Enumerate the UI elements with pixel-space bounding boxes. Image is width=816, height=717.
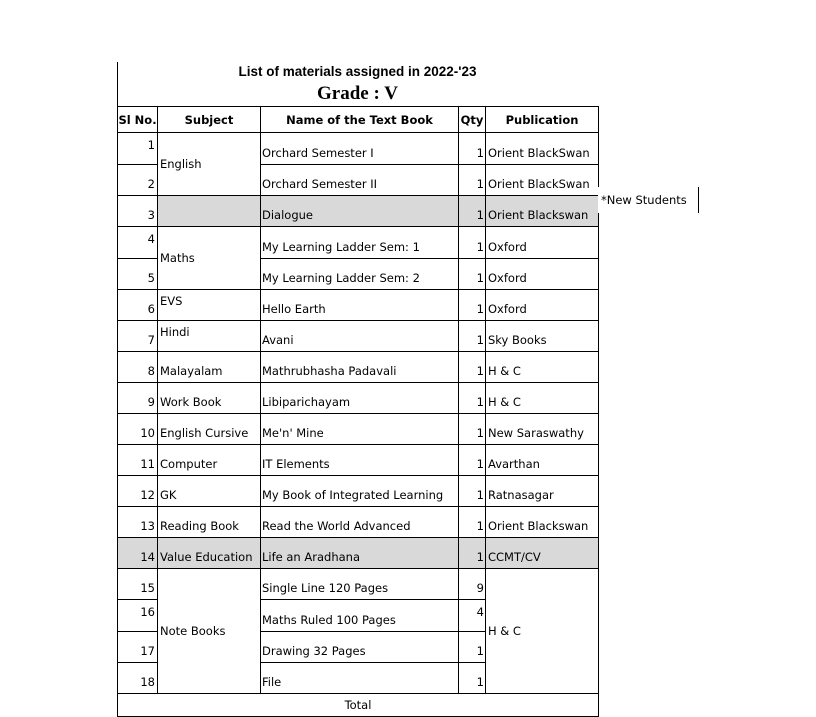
cell-book: Read the World Advanced bbox=[261, 507, 459, 538]
cell-publication: H & C bbox=[486, 352, 599, 383]
cell-publication: Oxford bbox=[486, 259, 599, 290]
cell-book: File bbox=[261, 663, 459, 694]
cell-subject: GK bbox=[158, 476, 261, 507]
cell-book: Avani bbox=[261, 321, 459, 352]
cell-book: IT Elements bbox=[261, 445, 459, 476]
col-header-publication: Publication bbox=[486, 107, 599, 133]
cell-subject-english: English bbox=[158, 133, 261, 196]
cell-qty: 1 bbox=[459, 165, 486, 196]
cell-sl: 13 bbox=[118, 507, 158, 538]
cell-subject-note-books: Note Books bbox=[158, 569, 261, 694]
table-row bbox=[118, 445, 599, 476]
table-row bbox=[118, 414, 599, 445]
cell-publication: Oxford bbox=[486, 290, 599, 321]
sheet-title: List of materials assigned in 2022-'23 bbox=[238, 64, 477, 79]
cell-publication: New Saraswathy bbox=[486, 414, 599, 445]
cell-publication: Ratnasagar bbox=[486, 476, 599, 507]
table-row bbox=[118, 538, 599, 569]
table-row bbox=[118, 507, 599, 538]
cell-publication: Avarthan bbox=[486, 445, 599, 476]
cell-book: Orchard Semester II bbox=[261, 165, 459, 196]
new-students-note: *New Students bbox=[598, 187, 699, 213]
cell-qty: 1 bbox=[459, 133, 486, 165]
cell-subject: EVS bbox=[158, 290, 261, 321]
cell-book: Maths Ruled 100 Pages bbox=[261, 600, 459, 632]
table-row bbox=[118, 133, 599, 165]
cell-sl: 1 bbox=[118, 133, 158, 165]
col-header-subject: Subject bbox=[158, 107, 261, 133]
col-header-sl: Sl No. bbox=[118, 107, 158, 133]
cell-sl: 11 bbox=[118, 445, 158, 476]
cell-sl: 12 bbox=[118, 476, 158, 507]
cell-book: Dialogue bbox=[261, 196, 459, 227]
cell-sl: 3 bbox=[118, 196, 158, 227]
col-header-book: Name of the Text Book bbox=[261, 107, 459, 133]
cell-book: Single Line 120 Pages bbox=[261, 569, 459, 600]
table-row bbox=[118, 352, 599, 383]
cell-qty: 1 bbox=[459, 383, 486, 414]
cell-book: My Learning Ladder Sem: 1 bbox=[261, 227, 459, 259]
cell-publication: Orient BlackSwan bbox=[486, 165, 599, 196]
cell-sl: 15 bbox=[118, 569, 158, 600]
cell-book: Life an Aradhana bbox=[261, 538, 459, 569]
cell-sl: 10 bbox=[118, 414, 158, 445]
cell-subject: Malayalam bbox=[158, 352, 261, 383]
cell-book: Hello Earth bbox=[261, 290, 459, 321]
table-row bbox=[118, 196, 599, 227]
cell-publication-note-books: H & C bbox=[486, 569, 599, 694]
cell-book: Libiparichayam bbox=[261, 383, 459, 414]
cell-subject-empty bbox=[158, 196, 261, 227]
table-row bbox=[118, 383, 599, 414]
cell-publication: Sky Books bbox=[486, 321, 599, 352]
cell-qty: 1 bbox=[459, 663, 486, 694]
cell-subject: Value Education bbox=[158, 538, 261, 569]
cell-qty: 4 bbox=[459, 600, 486, 632]
cell-subject: Hindi bbox=[158, 321, 261, 352]
table-row bbox=[118, 290, 599, 321]
cell-publication: H & C bbox=[486, 383, 599, 414]
cell-qty: 1 bbox=[459, 352, 486, 383]
cell-sl: 8 bbox=[118, 352, 158, 383]
cell-sl: 2 bbox=[118, 165, 158, 196]
cell-sl: 16 bbox=[118, 600, 158, 632]
table-row bbox=[118, 321, 599, 352]
cell-subject-maths: Maths bbox=[158, 227, 261, 290]
cell-publication: Orient Blackswan bbox=[486, 196, 599, 227]
cell-qty: 1 bbox=[459, 538, 486, 569]
cell-subject: Computer bbox=[158, 445, 261, 476]
table-row bbox=[118, 227, 599, 259]
table-row bbox=[118, 569, 599, 600]
cell-qty: 1 bbox=[459, 476, 486, 507]
cell-book: Orchard Semester I bbox=[261, 133, 459, 165]
cell-sl: 14 bbox=[118, 538, 158, 569]
cell-subject: Reading Book bbox=[158, 507, 261, 538]
total-row bbox=[118, 694, 599, 717]
grade-title: Grade : V bbox=[317, 83, 398, 104]
cell-sl: 18 bbox=[118, 663, 158, 694]
cell-book: My Book of Integrated Learning bbox=[261, 476, 459, 507]
cell-publication: Orient BlackSwan bbox=[486, 133, 599, 165]
cell-qty: 9 bbox=[459, 569, 486, 600]
cell-book: Mathrubhasha Padavali bbox=[261, 352, 459, 383]
cell-sl: 4 bbox=[118, 227, 158, 259]
cell-sl: 7 bbox=[118, 321, 158, 352]
cell-qty: 1 bbox=[459, 632, 486, 663]
total-label: Total bbox=[118, 694, 599, 717]
cell-sl: 9 bbox=[118, 383, 158, 414]
cell-qty: 1 bbox=[459, 290, 486, 321]
cell-sl: 17 bbox=[118, 632, 158, 663]
cell-publication: CCMT/CV bbox=[486, 538, 599, 569]
table-header-row bbox=[118, 107, 599, 133]
cell-qty: 1 bbox=[459, 196, 486, 227]
cell-book: My Learning Ladder Sem: 2 bbox=[261, 259, 459, 290]
cell-publication: Orient Blackswan bbox=[486, 507, 599, 538]
cell-qty: 1 bbox=[459, 507, 486, 538]
cell-sl: 5 bbox=[118, 259, 158, 290]
table-row bbox=[118, 476, 599, 507]
cell-qty: 1 bbox=[459, 414, 486, 445]
cell-sl: 6 bbox=[118, 290, 158, 321]
cell-qty: 1 bbox=[459, 445, 486, 476]
materials-table bbox=[117, 106, 599, 717]
col-header-qty: Qty bbox=[459, 107, 486, 133]
cell-subject: Work Book bbox=[158, 383, 261, 414]
cell-book: Drawing 32 Pages bbox=[261, 632, 459, 663]
cell-qty: 1 bbox=[459, 259, 486, 290]
cell-book: Me'n' Mine bbox=[261, 414, 459, 445]
cell-qty: 1 bbox=[459, 321, 486, 352]
cell-qty: 1 bbox=[459, 227, 486, 259]
cell-publication: Oxford bbox=[486, 227, 599, 259]
cell-subject: English Cursive bbox=[158, 414, 261, 445]
